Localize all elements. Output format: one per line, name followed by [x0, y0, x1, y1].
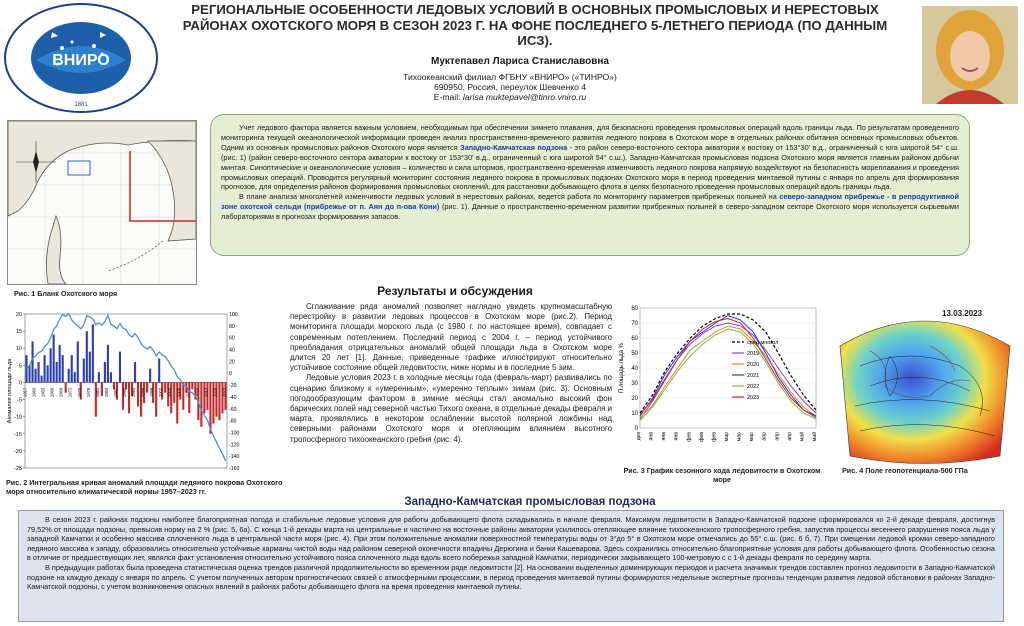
x-tick-label: мар — [736, 432, 743, 442]
intro-text-2a: В плане анализа многолетней изменчивости ледовых условий в нерестовых районах, ведется работа по мониторингу параметров прибрежных полыней на — [239, 192, 777, 202]
poster-title: РЕГИОНАЛЬНЫЕ ОСОБЕННОСТИ ЛЕДОВЫХ УСЛОВИЙ В ОСНОВНЫХ ПРОМЫСЛОВЫХ И НЕРЕСТОВЫХ РАЙОНАХ ОХОТСКОГО МОРЯ В СЕЗОН 2023 Г. НА ФОНЕ ПОСЛЕДНЕГО 5-ЛЕТНЕГО ПЕРИОДА (ПО ДАННЫМ ИСЗ). — [182, 2, 888, 48]
zone-paragraph-2: В предыдущих работах была проведена статистическая оценка трендов различной продолжительности во временном ряде ледовитости [2]. На основании выделенных доминирующих периодов и расчета значимых трендов составлен прогноз ледовитости в Западно-Камчатской подзоне на каждую декаду с января по апрель. С учетом полученных автором прогностических связей с атмосферными процессами, в период проведения минтаевой путины формируются недельные экспертные прогнозы тенденции развития ледовой обстановки в районах Западно-Камчатской подзоны, с учетом возникновения опасных явлений в районах работы добывающего флота на время проведения минтаевой путины. — [27, 562, 995, 592]
x-tick-label: апр — [761, 432, 768, 441]
anomaly-chart — [5, 308, 245, 478]
x-tick-label: 1999 — [149, 387, 155, 398]
x-tick-label: 1993 — [131, 387, 137, 398]
anomaly-bar — [155, 382, 157, 416]
y2-tick-label: 40 — [229, 347, 235, 354]
x-tick-label: апр — [786, 432, 793, 441]
x-tick-label: май — [799, 432, 806, 442]
anomaly-bar — [119, 352, 121, 383]
anomaly-bar — [44, 355, 46, 382]
anomaly-bar — [182, 382, 184, 409]
x-tick-label: мар — [749, 432, 756, 442]
x-tick-label: фев — [686, 432, 693, 442]
y-tick-label: -25 — [14, 466, 22, 472]
y-tick-label: 60 — [631, 336, 638, 342]
x-tick-label: 2023 — [221, 387, 227, 398]
x-tick-label: 1960 — [31, 387, 37, 398]
okhotsk-sea-map — [7, 120, 197, 285]
x-tick-label: 1996 — [140, 387, 146, 398]
zone-heading: Западно-Камчатская промысловая подзона — [404, 496, 656, 508]
legend-label: 2021 — [747, 373, 760, 379]
x-tick-label: 2011 — [185, 387, 191, 397]
y-tick-label: -10 — [14, 414, 22, 421]
y-tick-label: 10 — [15, 346, 22, 353]
x-tick-label: 2014 — [194, 387, 200, 398]
anomaly-bar — [31, 341, 33, 382]
geopotential-map — [830, 306, 1020, 464]
anomaly-bar — [146, 382, 148, 392]
anomaly-bar — [95, 382, 97, 416]
introduction-box — [210, 114, 970, 256]
anomaly-bar — [38, 362, 40, 383]
x-tick-label: май — [812, 432, 818, 442]
x-tick-label: 1957 — [22, 387, 28, 398]
intro-text-1b: - это район северо-восточного сектора акватории к востоку от 153°30' в.д., ограниченный с юга широтой 54° с.ш. (рис. 1) (район северо-восточного сектора акватории к востоку от 153°30' в.д., ограниченный с юга широтой 54° с.ш.). Западно-Камчатская промысловая подзона Охотского моря является главным районом добычи минтая. Синоптические и океанологические условия – количество и сила штормов, пространственно-временная изменчивость ледяного покрова напрямую воздействуют на безопасность мореплавания и проведения промысловых операций. Проводится регулярный мониторинг состояния ледяного покрова в промысловых подзонах Охотского моря в период проведения минтаевой путины с января по апрель для формирования прогнозов, для определения районов формирования промысловых скоплений, для расстановки добывающего флота в целях безопасного проведения промысловых операций вдоль границы льда. — [221, 142, 960, 192]
y2-tick-label: 60 — [229, 335, 235, 342]
intro-paragraph-2 — [221, 192, 959, 222]
results-paragraph-1: Сглаживание ряда аномалий позволяет наглядно увидеть крупномасштабную перестройку в развитии ледовых процессов в Охотском море (рис.2). Период мониторинга площади морского льда (с 1980 г. по настоящее время), совпадает с современным потеплением. Последний период с 2004 г. – период устойчивого преобладания отрицательных аномалий общей площади льда в Охотском море длится 20 лет [1]. Данные, приведенные графике иллюстрируют относительно устойчивое состояние общей ледовитости, ниже нормы и в последние 5 зим. — [290, 302, 612, 373]
anomaly-bar — [104, 362, 106, 383]
y-tick-label: -15 — [14, 431, 22, 438]
x-tick-label: 1975 — [76, 387, 82, 398]
ice-season-chart — [616, 302, 824, 464]
anomaly-bar — [41, 376, 43, 383]
x-tick-label: 1972 — [67, 387, 73, 398]
zone-paragraph-1: В сезон 2023 г. районах подзоны наиболее благоприятная погода и стабильные ледовые условия для работы добывающего флота складывались в начале февраля. Максимум ледовитости в Западно-Камчатской подзоне сформировался ко 2-й декаде февраля, достигнув 79,52% от площади подзоны, превысив норму на 2 % (рис. 5, 6а). С конца 1-й декады марта на центральные и частично на восточные районы акватории усилилось отепляющее влияние тихоокеанского тропосферного гребня, запустив процессы весеннего разрушения пояса льда у западной Камчатки и особенно массива сплоченного льда в центральной части моря (рис. 4). При этом положительные аномалии поверхностной температуры воды от 3°до 5° в Охотском море отмечались до 55° с.ш. (рис. 6 б, 7). При смещении ледовой кромки северо-западного ледяного массива к западу, образовались относительно устойчивые карманы чистой воды над районом северной оконечности впадины Дерюгина и банки Кашеварова. Здесь сохранились относительно благоприятные условия для работы добывающего флота. Особенностью сезона в отличие от предшествующих лет, являлся факт установления относительно устойчивого пояса сплоченного льда вдоль всего побережья западной Камчатки, периодически закрывающего 100-метровую с с 1-й декады февраля по середину марта. — [27, 515, 995, 563]
x-tick-label: 2005 — [167, 387, 173, 398]
figure-4-date: 13.03.2023 — [942, 309, 983, 318]
anomaly-bar — [71, 355, 73, 382]
anomaly-bar — [140, 382, 142, 416]
intro-paragraph-1 — [221, 123, 959, 192]
author-name: Муктепавел Лариса Станиславовна — [431, 56, 609, 67]
x-tick-label: мар — [724, 432, 730, 442]
x-tick-label: фев — [698, 432, 705, 442]
y-tick-label: 80 — [631, 306, 638, 312]
y2-tick-label: -140 — [229, 454, 240, 461]
y2-tick-label: -100 — [229, 430, 240, 437]
results-heading: Результаты и обсуждения — [377, 284, 533, 298]
affiliation — [330, 72, 690, 102]
x-tick-label: янв — [661, 432, 668, 441]
anomaly-bar — [77, 341, 79, 382]
x-tick-label: апр — [774, 432, 781, 441]
x-tick-label: янв — [648, 432, 655, 441]
y-tick-label: 10 — [631, 411, 638, 417]
x-tick-label: 1978 — [85, 387, 91, 398]
y-tick-label: 0 — [18, 380, 22, 387]
zone-text-box — [18, 510, 1004, 622]
y-tick-label: -20 — [14, 448, 22, 455]
vniro-logo — [2, 2, 160, 114]
y2-tick-label: 80 — [229, 323, 235, 330]
anomaly-bar — [53, 335, 55, 383]
anomaly-bar — [86, 331, 88, 382]
anomaly-bar — [68, 369, 70, 383]
y-tick-label: 30 — [631, 381, 638, 387]
x-tick-label: 2008 — [176, 387, 182, 398]
x-tick-label: дек — [636, 432, 642, 441]
anomaly-bar — [137, 382, 139, 406]
anomaly-bar — [92, 324, 94, 382]
y-tick-label: 20 — [631, 396, 638, 402]
x-tick-label: 2020 — [212, 387, 218, 398]
anomaly-bar — [200, 382, 202, 426]
y2-tick-label: 0 — [229, 371, 232, 378]
legend-label: 2020 — [747, 362, 760, 368]
email-label: E-mail: — [433, 92, 461, 102]
anomaly-bar — [65, 382, 67, 392]
x-tick-label: 1981 — [94, 387, 100, 398]
y-tick-label: 0 — [634, 426, 638, 432]
author-photo — [922, 6, 1018, 104]
figure-1-caption: Рис. 1 Бланк Охотского моря — [14, 289, 118, 298]
anomaly-bar — [98, 372, 100, 382]
y-tick-label: 15 — [15, 329, 22, 336]
anomaly-bar — [164, 382, 166, 392]
anomaly-bar — [110, 372, 112, 382]
y2-tick-label: -40 — [229, 394, 237, 401]
intro-text-1a: Учет ледового фактора является важным условием, необходимым при обеспечении зимнего плавания, для безопасного проведения промысловых операций вдоль границы льда. По результатам проведенного мониторинга текущей океанологической информации проведен анализ пространственно-временного развития ледяного покрова в Охотском море в отдельных районах обитания основных промысловых объектов. Одним из основных промысловых районов Охотского моря является — [221, 123, 959, 152]
x-tick-label: 1984 — [103, 387, 109, 398]
anomaly-bar — [28, 365, 30, 382]
y-tick-label: 50 — [631, 351, 638, 357]
y-axis-label: П.лощадь льда % — [619, 343, 625, 393]
figure-4-caption: Рис. 4 Поле геопотенциала-500 ГПа — [842, 466, 968, 475]
anomaly-bar — [74, 372, 76, 382]
anomaly-bar — [34, 369, 36, 383]
anomaly-bar — [25, 355, 27, 382]
anomaly-bar — [101, 382, 103, 396]
anomaly-bar — [158, 358, 160, 382]
logo-year: 1881 — [74, 102, 88, 108]
anomaly-bar — [59, 345, 61, 383]
anomaly-bar — [62, 355, 64, 382]
x-tick-label: янв — [673, 432, 680, 441]
y2-tick-label: 20 — [229, 359, 235, 366]
anomaly-bar — [218, 382, 220, 420]
y2-tick-label: -20 — [229, 383, 237, 390]
logo-acronym: ВНИРО — [52, 52, 110, 69]
y-axis-label: Аномалия площади льда — [7, 358, 13, 424]
y-tick-label: 40 — [631, 366, 638, 372]
legend-label: сред.многол — [747, 340, 779, 346]
figure-3-caption: Рис. 3 График сезонного хода ледовитости в Охотском море — [623, 466, 821, 484]
x-tick-label: 1966 — [49, 387, 55, 398]
y2-tick-label: -120 — [229, 442, 240, 449]
affiliation-line-1: Тихоокеанский филиал ФГБНУ «ВНИРО» («ТИНРО») — [403, 72, 617, 82]
anomaly-bar — [107, 345, 109, 383]
affiliation-line-2: 690950, Россия, переулок Шевченко 4 — [433, 82, 587, 92]
intro-highlight-2: северо-западном прибрежье - в репродуктивной зоне охотской сельди (прибрежье от п. Аян до п-ова Кони) — [221, 192, 959, 212]
intro-text-2b: (рис. 1). Данные о пространственно-временном развитии прибрежных полыней в северо-западном секторе Охотского моря используется сырьевыми лабораториями в прогнозах формирования запасов. — [221, 202, 959, 222]
email-address[interactable]: larisa muktepavel@tinro.vniro.ru — [462, 92, 587, 102]
anomaly-bar — [149, 369, 151, 383]
anomaly-bar — [215, 382, 217, 416]
y2-tick-label: 100 — [229, 312, 238, 318]
y-tick-label: -5 — [17, 397, 22, 404]
anomaly-bar — [128, 382, 130, 413]
y-tick-label: 20 — [15, 312, 22, 318]
anomaly-bar — [173, 382, 175, 403]
results-paragraph-2: Ледовые условия 2023 г. в холодные месяцы года (февраль-март) развивались по сценарию близкому к «умеренным», «умеренно теплым» зимам (рис. 3). Основным погодообразующим фактором в зимние месяцы стал аномально высокий фон барических полей над северной частью Тихого океана, в отдельные декады февраля и марта, проявлялись в некотором ослаблении высотой полярной ложбины над северными районами Охотского моря и отепляющим влиянием высотного тропосферного тихоокеанского гребня (рис. 4). — [290, 373, 612, 444]
y2-tick-label: -60 — [229, 406, 237, 413]
figure-2-caption: Рис. 2 Интегральная кривая аномалий площади ледяного покрова Охотского моря относительно климатической нормы 1957–2023 гг. — [6, 478, 283, 496]
x-tick-label: 1990 — [122, 387, 127, 398]
legend-label: 2023 — [747, 395, 760, 401]
x-tick-label: 1987 — [112, 387, 118, 398]
results-text — [290, 302, 612, 445]
anomaly-bar — [47, 365, 49, 382]
x-tick-label: фев — [711, 432, 718, 442]
x-tick-label: 1969 — [58, 387, 64, 398]
x-tick-label: 1963 — [40, 387, 46, 398]
anomaly-bar — [134, 362, 136, 383]
legend-label: 2022 — [747, 384, 760, 390]
y-tick-label: 70 — [631, 321, 638, 327]
anomaly-bar — [50, 348, 52, 382]
intro-highlight-1: Западно-Камчатская подзона — [460, 142, 568, 152]
anomaly-bar — [83, 358, 85, 382]
anomaly-bar — [56, 362, 58, 383]
x-tick-label: 2017 — [203, 387, 209, 398]
x-tick-label: 2002 — [158, 387, 164, 398]
anomaly-bar — [191, 382, 193, 389]
anomaly-bar — [89, 352, 91, 383]
y2-tick-label: -160 — [229, 466, 240, 472]
y-tick-label: 5 — [18, 363, 22, 370]
legend-label: 2019 — [747, 351, 760, 357]
y2-tick-label: -80 — [229, 418, 237, 425]
email-line — [330, 92, 690, 102]
